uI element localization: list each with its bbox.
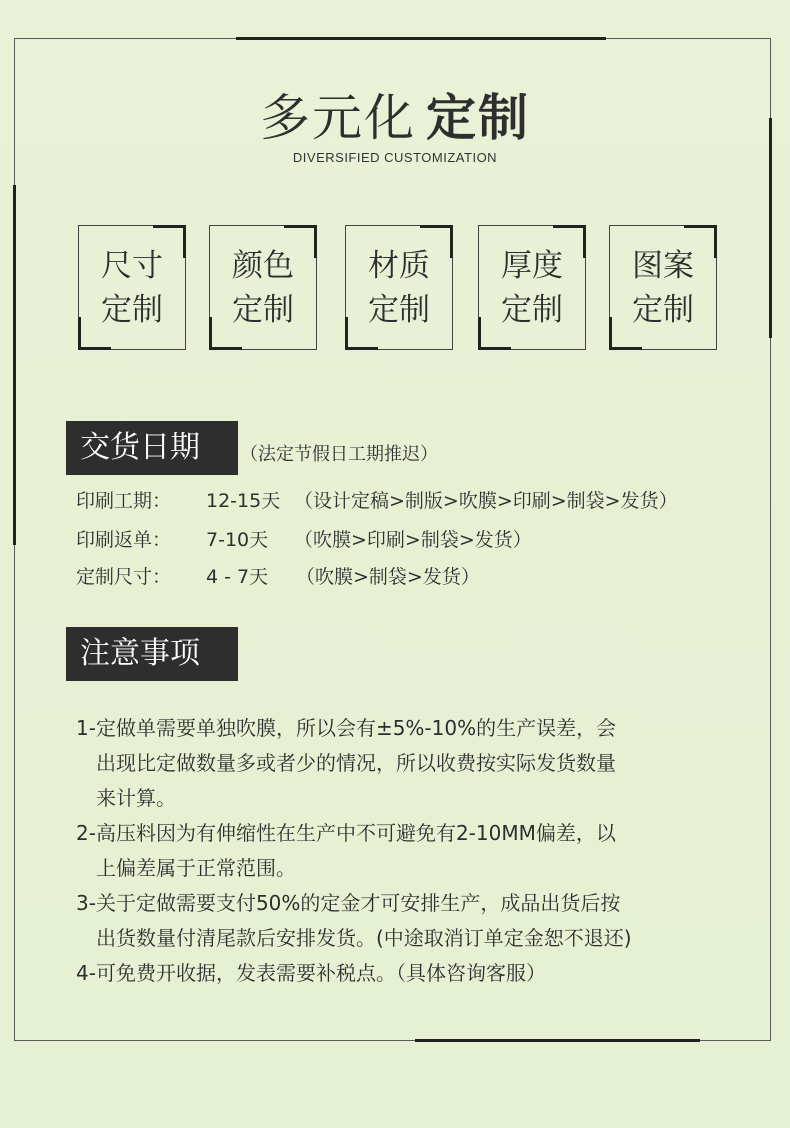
frame-accent-top	[236, 37, 606, 40]
notice-list	[76, 711, 736, 991]
title-bold: 定制	[426, 89, 530, 147]
delivery-process: （吹膜>制袋>发货）	[296, 566, 480, 588]
notice-item	[76, 711, 736, 816]
notice-item	[76, 886, 736, 956]
notice-heading: 注意事项	[66, 627, 238, 681]
option-material	[345, 225, 453, 350]
delivery-row	[76, 486, 678, 513]
option-label-top: 厚度	[501, 247, 563, 284]
notice-line: 4-可免费开收据，发表需要补税点。（具体咨询客服）	[76, 961, 546, 985]
option-thickness	[478, 225, 586, 350]
option-label-bottom: 定制	[632, 291, 694, 328]
custom-options	[78, 225, 718, 351]
delivery-label: 印刷工期：	[76, 490, 172, 512]
notice-line: 1-定做单需要单独吹膜，所以会有±5%-10%的生产误差，会	[76, 716, 617, 740]
notice-line: 2-高压料因为有伸缩性在生产中不可避免有2-10MM偏差，以	[76, 821, 616, 845]
notice-item	[76, 816, 736, 886]
option-label-top: 尺寸	[101, 247, 163, 284]
delivery-process: （吹膜>印刷>制袋>发货）	[294, 529, 532, 551]
delivery-label: 定制尺寸：	[76, 566, 172, 588]
option-label-bottom: 定制	[101, 291, 163, 328]
option-size	[78, 225, 186, 350]
delivery-heading: 交货日期	[66, 421, 238, 475]
frame-accent-left	[13, 185, 16, 545]
option-pattern	[609, 225, 717, 350]
notice-line: 3-关于定做需要支付50%的定金才可安排生产，成品出货后按	[76, 891, 621, 915]
delivery-days: 12-15天	[206, 490, 281, 512]
notice-line: 出货数量付清尾款后安排发货。(中途取消订单定金恕不退还)	[96, 926, 632, 950]
page-header	[0, 88, 790, 165]
delivery-note: （法定节假日工期推迟）	[240, 444, 438, 465]
option-label-bottom: 定制	[232, 291, 294, 328]
delivery-row	[76, 562, 480, 589]
title-light: 多元化	[260, 89, 416, 147]
option-label-top: 图案	[632, 247, 694, 284]
notice-line: 出现比定做数量多或者少的情况，所以收费按实际发货数量	[96, 751, 616, 775]
delivery-days: 4 - 7天	[206, 566, 269, 588]
delivery-label: 印刷返单：	[76, 529, 172, 551]
delivery-process: （设计定稿>制版>吹膜>印刷>制袋>发货）	[294, 490, 678, 512]
page-subtitle: DIVERSIFIED CUSTOMIZATION	[292, 150, 498, 165]
option-label-bottom: 定制	[368, 291, 430, 328]
delivery-days: 7-10天	[206, 529, 269, 551]
option-label-top: 材质	[368, 247, 430, 284]
page-title	[0, 88, 790, 148]
frame-accent-bottom	[415, 1039, 700, 1042]
notice-line: 上偏差属于正常范围。	[96, 856, 296, 880]
notice-item	[76, 956, 736, 991]
delivery-row	[76, 525, 532, 552]
option-label-bottom: 定制	[501, 291, 563, 328]
notice-line: 来计算。	[96, 786, 176, 810]
option-color	[209, 225, 317, 350]
option-label-top: 颜色	[232, 247, 294, 284]
